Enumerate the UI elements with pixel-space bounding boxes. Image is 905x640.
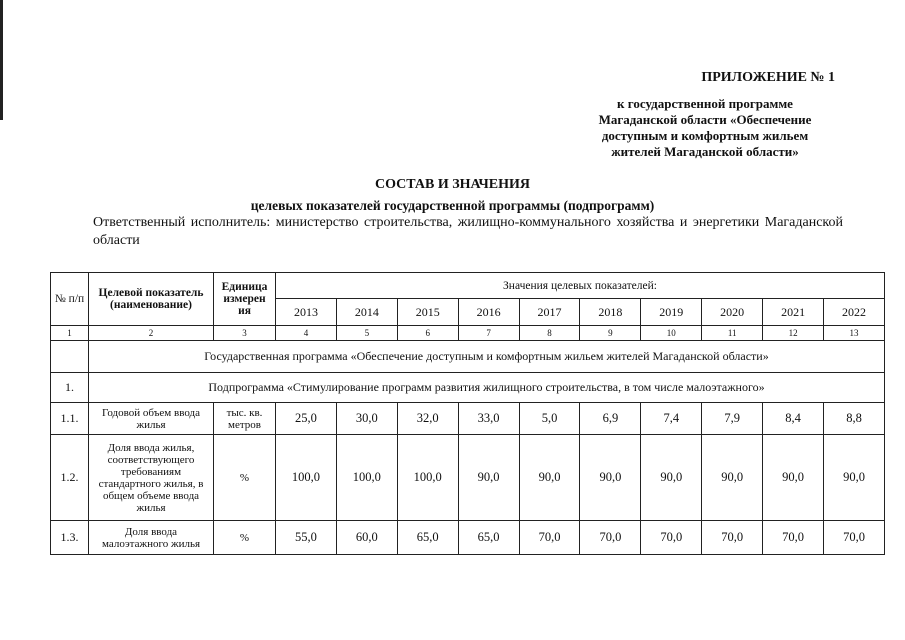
value-cell: 90,0 xyxy=(519,435,580,521)
column-number: 4 xyxy=(276,326,337,341)
table-row xyxy=(51,435,885,521)
value-cell: 65,0 xyxy=(458,521,519,555)
appendix-line: жителей Магаданской области» xyxy=(611,144,799,159)
row-num: 1.3. xyxy=(51,521,89,555)
year-cell: 2019 xyxy=(641,299,702,326)
value-cell: 7,9 xyxy=(702,403,763,435)
row-unit: % xyxy=(214,521,276,555)
value-cell: 70,0 xyxy=(580,521,641,555)
table-header-row xyxy=(51,273,885,299)
column-number: 8 xyxy=(519,326,580,341)
column-number: 9 xyxy=(580,326,641,341)
column-number-row xyxy=(51,326,885,341)
responsible-executor: Ответственный исполнитель: министерство строительства, жилищно-коммунального хозяйства и энергетики Магаданской области xyxy=(93,215,843,248)
subprogram-num: 1. xyxy=(51,373,89,403)
value-cell: 100,0 xyxy=(276,435,337,521)
value-cell: 6,9 xyxy=(580,403,641,435)
value-cell: 90,0 xyxy=(702,435,763,521)
row-unit: тыс. кв. метров xyxy=(214,403,276,435)
subprogram-row xyxy=(51,373,885,403)
value-cell: 90,0 xyxy=(580,435,641,521)
year-cell: 2017 xyxy=(519,299,580,326)
row-indicator: Доля ввода малоэтажного жилья xyxy=(89,521,214,555)
row-indicator: Доля ввода жилья, соответствующего требованиям стандартного жилья, в общем объеме ввода жилья xyxy=(89,435,214,521)
column-number: 10 xyxy=(641,326,702,341)
column-number: 12 xyxy=(763,326,824,341)
appendix-line: доступным и комфортным жильем xyxy=(601,128,809,143)
year-cell: 2022 xyxy=(824,299,885,326)
value-cell: 32,0 xyxy=(397,403,458,435)
header-unit: Единица измерен ия xyxy=(214,273,276,326)
column-number: 3 xyxy=(214,326,276,341)
row-indicator: Годовой объем ввода жилья xyxy=(89,403,214,435)
year-cell: 2020 xyxy=(702,299,763,326)
subprogram-title: Подпрограмма «Стимулирование программ развития жилищного строительства, в том числе малоэтажного» xyxy=(89,373,885,403)
column-number: 1 xyxy=(51,326,89,341)
header-values-group: Значения целевых показателей: xyxy=(276,273,885,299)
value-cell: 70,0 xyxy=(519,521,580,555)
column-number: 5 xyxy=(336,326,397,341)
year-cell: 2014 xyxy=(336,299,397,326)
value-cell: 55,0 xyxy=(276,521,337,555)
value-cell: 60,0 xyxy=(336,521,397,555)
table-row xyxy=(51,403,885,435)
column-number: 13 xyxy=(824,326,885,341)
value-cell: 90,0 xyxy=(458,435,519,521)
indicators-table xyxy=(50,272,885,555)
value-cell: 8,8 xyxy=(824,403,885,435)
appendix-line: к государственной программе xyxy=(617,96,793,111)
value-cell: 70,0 xyxy=(702,521,763,555)
appendix-title: ПРИЛОЖЕНИЕ № 1 xyxy=(701,70,835,85)
value-cell: 100,0 xyxy=(336,435,397,521)
appendix-line: Магаданской области «Обеспечение xyxy=(598,112,812,127)
value-cell: 70,0 xyxy=(763,521,824,555)
column-number: 2 xyxy=(89,326,214,341)
value-cell: 90,0 xyxy=(641,435,702,521)
column-number: 6 xyxy=(397,326,458,341)
document-title: СОСТАВ И ЗНАЧЕНИЯ xyxy=(374,177,531,192)
year-cell: 2021 xyxy=(763,299,824,326)
value-cell: 100,0 xyxy=(397,435,458,521)
value-cell: 30,0 xyxy=(336,403,397,435)
value-cell: 8,4 xyxy=(763,403,824,435)
value-cell: 70,0 xyxy=(824,521,885,555)
year-cell: 2015 xyxy=(397,299,458,326)
year-cell: 2013 xyxy=(276,299,337,326)
value-cell: 25,0 xyxy=(276,403,337,435)
header-num: № п/п xyxy=(51,273,89,326)
row-num: 1.1. xyxy=(51,403,89,435)
table-row xyxy=(51,521,885,555)
value-cell: 90,0 xyxy=(824,435,885,521)
year-cell: 2016 xyxy=(458,299,519,326)
column-number: 11 xyxy=(702,326,763,341)
document-subtitle: целевых показателей государственной программы (подпрограмм) xyxy=(250,198,655,213)
appendix-block xyxy=(545,70,865,160)
column-number: 7 xyxy=(458,326,519,341)
row-num: 1.2. xyxy=(51,435,89,521)
value-cell: 33,0 xyxy=(458,403,519,435)
value-cell: 90,0 xyxy=(763,435,824,521)
program-title: Государственная программа «Обеспечение доступным и комфортным жильем жителей Магаданской области» xyxy=(89,341,885,373)
value-cell: 5,0 xyxy=(519,403,580,435)
program-row xyxy=(51,341,885,373)
header-indicator: Целевой показатель (наименование) xyxy=(89,273,214,326)
value-cell: 70,0 xyxy=(641,521,702,555)
row-unit: % xyxy=(214,435,276,521)
year-cell: 2018 xyxy=(580,299,641,326)
program-num xyxy=(51,341,89,373)
value-cell: 7,4 xyxy=(641,403,702,435)
scan-edge xyxy=(0,0,3,120)
value-cell: 65,0 xyxy=(397,521,458,555)
